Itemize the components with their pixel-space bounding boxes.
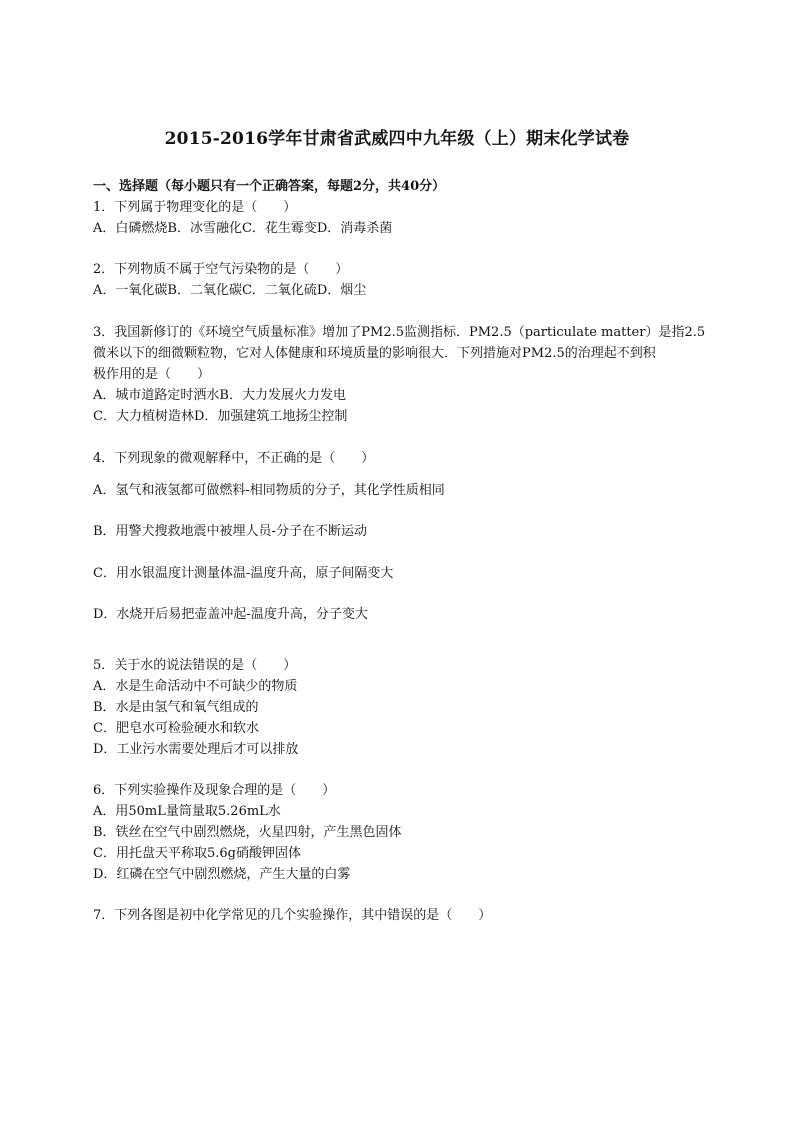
- section-heading: 一、选择题（每小题只有一个正确答案，每题2分，共40分）: [93, 179, 446, 194]
- question-3-option-cd: C．大力植树造林D．加强建筑工地扬尘控制: [93, 409, 348, 424]
- question-7-stem: 7．下列各图是初中化学常见的几个实验操作，其中错误的是（ ）: [93, 908, 492, 923]
- question-5-option-d: D．工业污水需要处理后才可以排放: [93, 742, 299, 757]
- question-3-option-ab: A．城市道路定时洒水B．大力发展火力发电: [93, 388, 346, 403]
- question-3-stem-line-2: 微米以下的细微颗粒物，它对人体健康和环境质量的影响很大．下列措施对PM2.5的治理起不到积: [93, 346, 656, 361]
- question-6-option-d: D．红磷在空气中剧烈燃烧，产生大量的白雾: [93, 867, 351, 882]
- question-3-stem-line-1: 3．我国新修订的《环境空气质量标准》增加了PM2.5监测指标．PM2.5（particulate matter）是指2.5: [93, 325, 706, 340]
- question-2-options: A．一氧化碳B．二氧化碳C．二氧化硫D．烟尘: [93, 283, 367, 298]
- question-3-stem-line-3: 极作用的是（ ）: [93, 367, 211, 382]
- question-4-option-b: B．用警犬搜救地震中被埋人员-分子在不断运动: [93, 524, 367, 539]
- question-6-option-a: A．用50mL量筒量取5.26mL水: [93, 804, 281, 819]
- question-5-option-c: C．肥皂水可检验硬水和软水: [93, 721, 259, 736]
- question-5-option-a: A．水是生命活动中不可缺少的物质: [93, 679, 298, 694]
- question-5-stem: 5．关于水的说法错误的是（ ）: [93, 658, 297, 673]
- question-4-option-c: C．用水银温度计测量体温-温度升高，原子间隔变大: [93, 566, 394, 581]
- question-4-option-a: A．氢气和液氢都可做燃料-相同物质的分子，其化学性质相同: [93, 483, 445, 498]
- question-6-option-b: B．铁丝在空气中剧烈燃烧，火星四射，产生黑色固体: [93, 825, 402, 840]
- question-5-option-b: B．水是由氢气和氧气组成的: [93, 700, 259, 715]
- page-title: 2015-2016学年甘肃省武威四中九年级（上）期末化学试卷: [164, 129, 630, 149]
- question-2-stem: 2．下列物质不属于空气污染物的是（ ）: [93, 262, 349, 277]
- question-4-option-d: D．水烧开后易把壶盖冲起-温度升高，分子变大: [93, 607, 368, 622]
- question-1-stem: 1．下列属于物理变化的是（ ）: [93, 200, 297, 215]
- question-1-options: A．白磷燃烧B．冰雪融化C．花生霉变D．消毒杀菌: [93, 221, 393, 236]
- question-6-option-c: C．用托盘天平称取5.6g硝酸钾固体: [93, 846, 301, 861]
- question-4-stem: 4．下列现象的微观解释中，不正确的是（ ）: [93, 451, 375, 466]
- question-6-stem: 6．下列实验操作及现象合理的是（ ）: [93, 783, 336, 798]
